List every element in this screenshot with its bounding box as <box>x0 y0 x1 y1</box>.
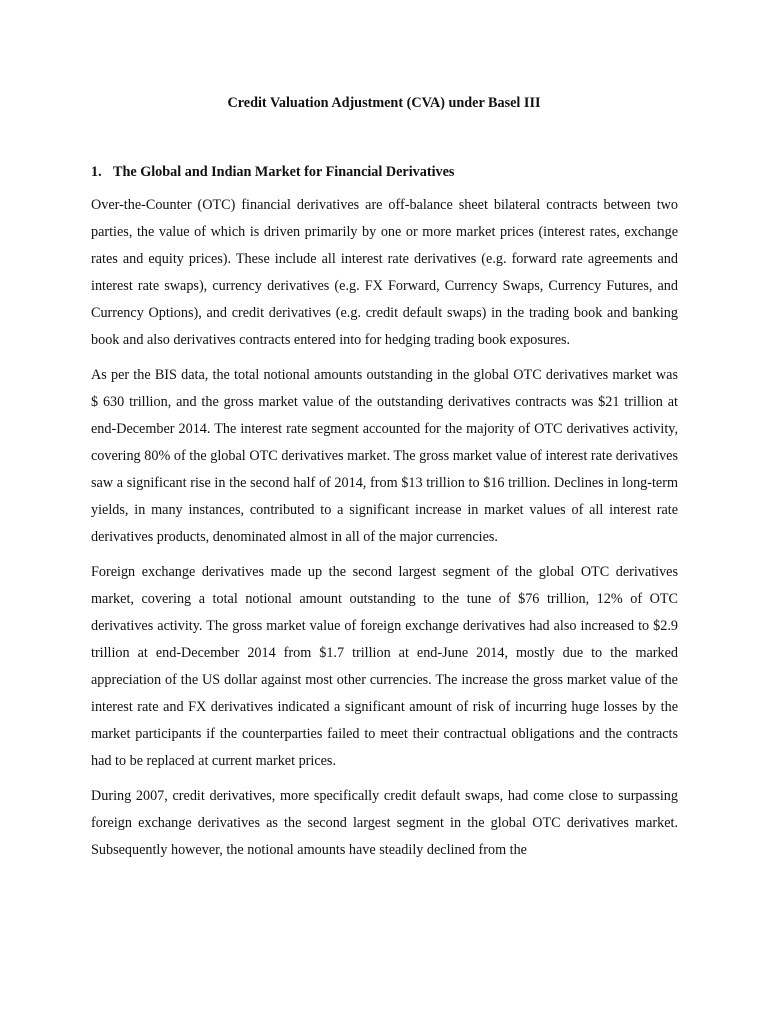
section-heading <box>91 163 454 181</box>
section-number: 1. <box>91 164 102 180</box>
paragraph-bis-data: As per the BIS data, the total notional amounts outstanding in the global OTC derivatives market was $ 630 trillion, and the gross market value of the outstanding derivatives contracts was $21 trillion at end-December 2014. The interest rate segment accounted for the majority of OTC derivatives activity, covering 80% of the global OTC derivatives market. The gross market value of interest rate derivatives saw a significant rise in the second half of 2014, from $13 trillion to $16 trillion. Declines in long-term yields, in many instances, contributed to a significant increase in market values of all interest rate derivatives products, denominated almost in all of the major currencies. <box>91 367 678 545</box>
document-title: Credit Valuation Adjustment (CVA) under Basel III <box>227 95 541 111</box>
paragraph-otc-derivatives: Over-the-Counter (OTC) financial derivatives are off-balance sheet bilateral contracts between two parties, the value of which is driven primarily by one or more market prices (interest rates, exchange rates and equity prices). These include all interest rate derivatives (e.g. forward rate agreements and interest rate swaps), currency derivatives (e.g. FX Forward, Currency Swaps, Currency Futures, and Currency Options), and credit derivatives (e.g. credit default swaps) in the trading book and banking book and also derivatives contracts entered into for hedging trading book exposures. <box>91 197 678 348</box>
paragraph-credit-derivatives: During 2007, credit derivatives, more specifically credit default swaps, had come close to surpassing foreign exchange derivatives as the second largest segment in the global OTC derivatives market. Subsequently however, the notional amounts have steadily declined from the <box>91 788 678 858</box>
section-heading-text: The Global and Indian Market for Financial Derivatives <box>113 164 455 180</box>
body-text <box>91 192 678 872</box>
paragraph-fx-derivatives: Foreign exchange derivatives made up the second largest segment of the global OTC derivatives market, covering a total notional amount outstanding to the tune of $76 trillion, 12% of OTC derivatives activity. The gross market value of foreign exchange derivatives had also increased to $2.9 trillion at end-December 2014 from $1.7 trillion at end-June 2014, mostly due to the marked appreciation of the US dollar against most other currencies. The increase the gross market value of the interest rate and FX derivatives indicated a significant amount of risk of incurring huge losses by the market participants if the counterparties failed to meet their contractual obligations and the contracts had to be replaced at current market prices. <box>91 564 678 769</box>
